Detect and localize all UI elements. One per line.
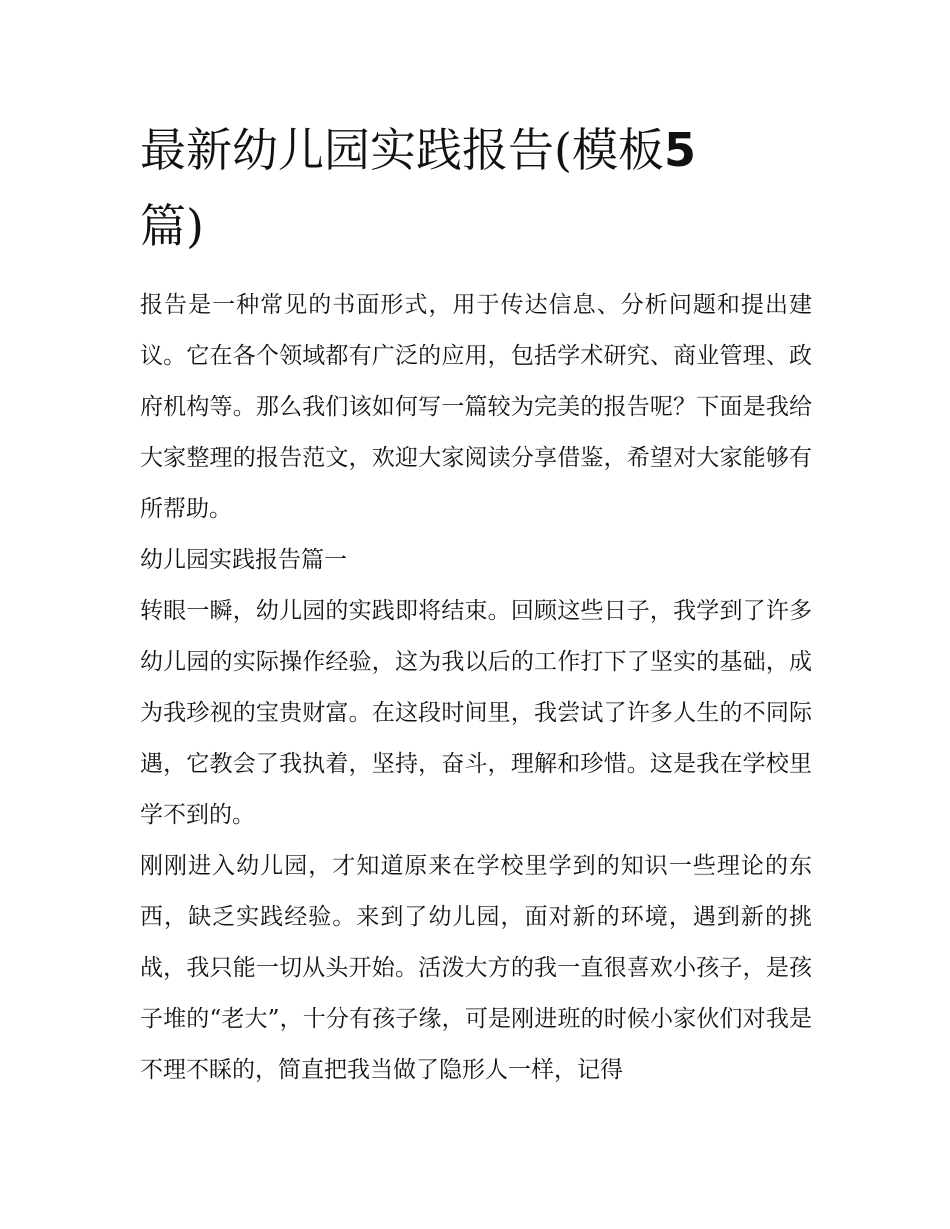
intro-paragraph: 报告是一种常见的书面形式，用于传达信息、分析问题和提出建议。它在各个领域都有广泛的应用，包括学术研究、商业管理、政府机构等。那么我们该如何写一篇较为完美的报告呢？下面是我给大家整理的报告范文，欢迎大家阅读分享借鉴，希望对大家能够有所帮助。 xyxy=(140,292,812,522)
body-paragraph-1: 转眼一瞬，幼儿园的实践即将结束。回顾这些日子，我学到了许多幼儿园的实际操作经验，这为我以后的工作打下了坚实的基础，成为我珍视的宝贵财富。在这段时间里，我尝试了许多人生的不同际遇，它教会了我执着，坚持，奋斗，理解和珍惜。这是我在学校里学不到的。 xyxy=(140,598,812,828)
title-end-text: 篇) xyxy=(140,199,204,253)
title-main-text: 最新幼儿园实践报告(模板 xyxy=(140,123,664,177)
title-number: 5 xyxy=(663,123,696,177)
document-body xyxy=(140,280,812,1096)
document-page xyxy=(140,112,812,1096)
section-heading: 幼儿园实践报告篇一 xyxy=(140,547,347,573)
body-paragraph-2: 刚刚进入幼儿园，才知道原来在学校里学到的知识一些理论的东西，缺乏实践经验。来到了幼儿园，面对新的环境，遇到新的挑战，我只能一切从头开始。活泼大方的我一直很喜欢小孩子，是孩子堆的“老大”，十分有孩子缘，可是刚进班的时候小家伙们对我是不理不睬的，简直把我当做了隐形人一样，记得 xyxy=(140,853,812,1083)
document-title xyxy=(140,112,812,264)
